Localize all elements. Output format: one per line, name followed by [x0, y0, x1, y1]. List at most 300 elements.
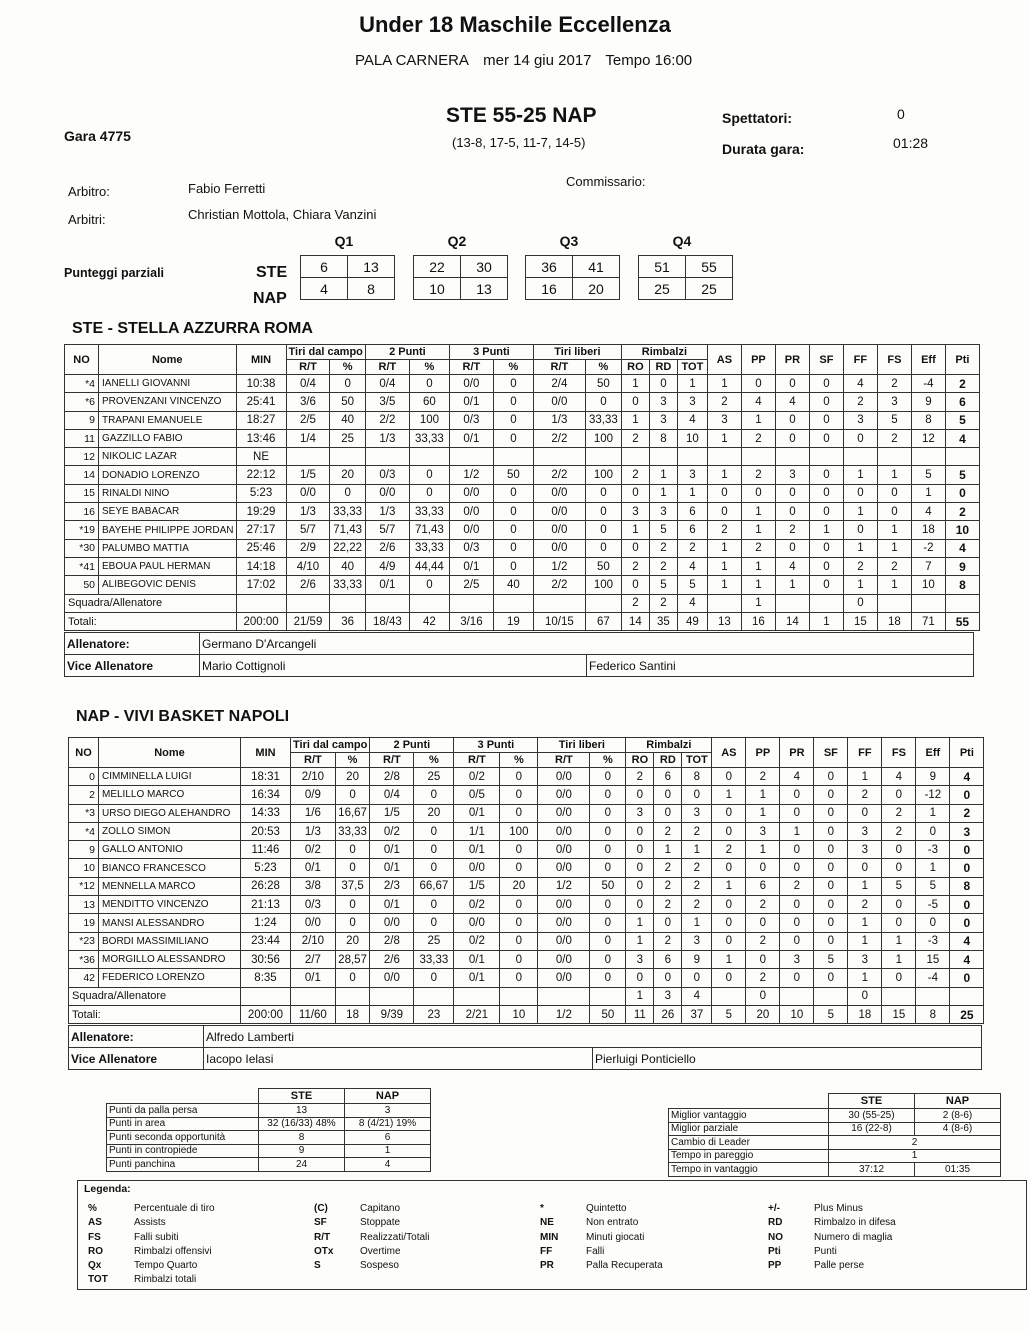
stat-cell: 1: [916, 859, 950, 877]
coach-label: Allenatore:: [65, 633, 200, 655]
stat-cell: 0: [950, 859, 984, 877]
stat-cell: 4: [775, 393, 809, 411]
stat-cell: 0: [654, 914, 682, 932]
player-row[interactable]: [65, 484, 980, 502]
stat-cell: 4: [677, 557, 707, 575]
vice-coach-name-2: Federico Santini: [587, 655, 974, 677]
stat-cell: 6: [654, 950, 682, 968]
stat-cell: 0: [335, 841, 370, 859]
stat-cell: 3: [780, 950, 814, 968]
quarter-score-cell: 22: [414, 256, 461, 278]
stat-cell: 0: [493, 484, 533, 502]
empty-cell: [335, 987, 370, 1005]
stat-cell: 50: [65, 576, 99, 594]
stat-cell: 0: [590, 896, 626, 914]
stat-cell: 4: [780, 768, 814, 786]
comparison-team-nap: NAP: [345, 1089, 431, 1104]
col-group-header: Rimbalzi: [621, 345, 707, 360]
stat-cell: 2/6: [370, 950, 414, 968]
stat-cell: 0/0: [538, 932, 590, 950]
player-row[interactable]: [69, 896, 984, 914]
legend-column: [768, 1203, 896, 1274]
stat-cell: 5: [916, 877, 950, 895]
stat-cell: 3: [626, 804, 654, 822]
player-row[interactable]: [65, 429, 980, 447]
player-row[interactable]: [69, 786, 984, 804]
stat-cell: 2: [654, 877, 682, 895]
stat-cell: 2/9: [286, 539, 330, 557]
stat-cell: 0/2: [370, 822, 414, 840]
stat-cell: 0: [654, 804, 682, 822]
player-row[interactable]: [69, 768, 984, 786]
stat-cell: 1: [877, 466, 911, 484]
stat-cell: 8:35: [241, 969, 291, 987]
stat-cell: 11: [65, 429, 99, 447]
stat-cell: 0/3: [291, 896, 336, 914]
stats-table-ste: [64, 344, 980, 677]
vice-coach-name-2: Pierluigi Ponticiello: [593, 1048, 982, 1070]
stat-cell: 2/8: [370, 932, 414, 950]
stat-cell: 1: [775, 576, 809, 594]
totals-cell: 10: [780, 1005, 814, 1023]
stat-cell: 37,5: [335, 877, 370, 895]
vice-coach-row: [69, 1048, 982, 1070]
stat-cell: 10: [677, 429, 707, 447]
legend-key: FF: [540, 1245, 553, 1257]
stat-cell: 0/0: [365, 484, 409, 502]
stat-cell: 3: [649, 411, 677, 429]
player-row[interactable]: [65, 557, 980, 575]
player-name: BAYEHE PHILIPPE JORDAN: [99, 521, 237, 539]
stat-cell: 0: [843, 521, 877, 539]
stat-cell: 2: [69, 786, 99, 804]
player-row[interactable]: [69, 804, 984, 822]
stat-cell: 0: [621, 576, 649, 594]
legend-entry: [88, 1260, 215, 1274]
stat-cell: 1: [848, 914, 882, 932]
stat-cell: 71,43: [409, 521, 449, 539]
stat-cell: 3/5: [365, 393, 409, 411]
stat-cell: 7: [911, 557, 945, 575]
stat-cell: 33,33: [330, 503, 366, 521]
stat-cell: 1: [877, 576, 911, 594]
empty-cell: [291, 987, 336, 1005]
legend-entry: [768, 1217, 896, 1231]
player-row[interactable]: [69, 877, 984, 895]
stat-cell: 33,33: [414, 950, 454, 968]
stat-cell: 0: [775, 539, 809, 557]
stat-cell: 0/0: [538, 859, 590, 877]
player-name: MENDITTO VINCENZO: [99, 896, 241, 914]
stat-cell: 20: [330, 466, 366, 484]
stat-cell: 71,43: [330, 521, 366, 539]
player-name: PALUMBO MATTIA: [99, 539, 237, 557]
player-name: GALLO ANTONIO: [99, 841, 241, 859]
stat-cell: 2: [950, 804, 984, 822]
col-header-pct: %: [414, 753, 454, 768]
stat-cell: 4: [882, 768, 916, 786]
stat-cell: 0: [500, 896, 538, 914]
stat-cell: 12: [911, 429, 945, 447]
stat-cell: 2: [741, 429, 775, 447]
stats-table: [64, 344, 980, 631]
player-name: NIKOLIC LAZAR: [99, 448, 237, 466]
legend-desc: Capitano: [360, 1203, 401, 1214]
player-row[interactable]: [69, 950, 984, 968]
squad-pp: 1: [741, 594, 775, 612]
player-row[interactable]: [69, 914, 984, 932]
stat-cell: 0/1: [449, 393, 493, 411]
quarter-row-nap: [526, 278, 620, 300]
stat-cell: -4: [911, 375, 945, 393]
stat-cell: 100: [500, 822, 538, 840]
player-row[interactable]: [65, 375, 980, 393]
col-header-pp: PP: [741, 345, 775, 375]
player-row[interactable]: [65, 393, 980, 411]
legend-entry: [540, 1260, 663, 1274]
stat-cell: 15: [65, 484, 99, 502]
stat-cell: *12: [69, 877, 99, 895]
stat-cell: 2: [945, 503, 979, 521]
stat-cell: 3: [707, 411, 741, 429]
quarter-row-ste: [639, 256, 733, 278]
stat-cell: 0/0: [533, 539, 585, 557]
stat-cell: 2/6: [286, 576, 330, 594]
empty-cell: [241, 987, 291, 1005]
player-name: CIMMINELLA LUIGI: [99, 768, 241, 786]
col-header-ro: RO: [621, 360, 649, 375]
stat-cell: 0: [414, 969, 454, 987]
player-row[interactable]: [69, 859, 984, 877]
stat-cell: 0: [409, 466, 449, 484]
player-name: MORGILLO ALESSANDRO: [99, 950, 241, 968]
totals-label: Totali:: [69, 1005, 241, 1023]
totals-cell: 25: [950, 1005, 984, 1023]
totals-cell: 11: [626, 1005, 654, 1023]
legend-desc: Falli: [586, 1245, 605, 1257]
totals-cell: 18/43: [365, 612, 409, 630]
comparison-value: 8 (4/21) 19%: [345, 1117, 431, 1131]
stat-cell: 2: [882, 822, 916, 840]
vice-coach-name-1: Mario Cottignoli: [200, 655, 587, 677]
stat-cell: 1/5: [370, 804, 414, 822]
squad-ro: 2: [621, 594, 649, 612]
stat-cell: 33,33: [409, 539, 449, 557]
stat-cell: 8: [649, 429, 677, 447]
stat-cell: 4: [843, 375, 877, 393]
totals-cell: 5: [712, 1005, 746, 1023]
stat-cell: 44,44: [409, 557, 449, 575]
player-row[interactable]: [65, 448, 980, 466]
stat-cell: 0/1: [449, 557, 493, 575]
stat-cell: 0/1: [449, 429, 493, 447]
stat-cell: 40: [330, 411, 366, 429]
comparison-team-ste: STE: [259, 1089, 345, 1104]
legend-key: Qx: [88, 1260, 102, 1272]
stat-cell: 23:44: [241, 932, 291, 950]
totals-cell: 2/21: [454, 1005, 500, 1023]
stat-cell: 0: [414, 822, 454, 840]
stat-cell: 33,33: [330, 576, 366, 594]
stat-cell: 2: [707, 521, 741, 539]
legend-desc: Rimbalzi totali: [134, 1274, 197, 1286]
player-row[interactable]: [65, 503, 980, 521]
stat-cell: 2: [877, 375, 911, 393]
stat-cell: 30:56: [241, 950, 291, 968]
totals-cell: 15: [882, 1005, 916, 1023]
stat-cell: 3: [682, 932, 712, 950]
legend-entry: [540, 1217, 663, 1231]
legend-entry: [88, 1274, 215, 1288]
stat-cell: 0: [746, 914, 780, 932]
vice-coach-label: Vice Allenatore: [69, 1048, 204, 1070]
player-name: DONADIO LORENZO: [99, 466, 237, 484]
stat-cell: [945, 448, 979, 466]
stat-cell: 1: [707, 557, 741, 575]
stat-cell: 0: [809, 466, 843, 484]
legend-entry: [768, 1232, 896, 1246]
stat-cell: 2/6: [365, 539, 409, 557]
empty-cell: [712, 987, 746, 1005]
totals-cell: 200:00: [236, 612, 286, 630]
legend-entry: [88, 1246, 215, 1260]
empty-cell: [911, 594, 945, 612]
stat-cell: 10: [945, 521, 979, 539]
team-title-nap: NAP - VIVI BASKET NAPOLI: [76, 708, 290, 725]
player-row[interactable]: [65, 466, 980, 484]
stat-cell: 0: [712, 822, 746, 840]
stat-cell: 0: [877, 503, 911, 521]
coach-name: Germano D'Arcangeli: [200, 633, 974, 655]
squad-ro: 1: [626, 987, 654, 1005]
stat-cell: 1: [843, 576, 877, 594]
stat-cell: 0: [809, 539, 843, 557]
stat-cell: 0: [493, 539, 533, 557]
stat-cell: 0/3: [449, 411, 493, 429]
stat-cell: 1: [707, 576, 741, 594]
stat-cell: 1: [707, 466, 741, 484]
stat-cell: 0/9: [291, 786, 336, 804]
stat-cell: 18:27: [236, 411, 286, 429]
stat-cell: 1: [712, 950, 746, 968]
coach-row: [69, 1026, 982, 1048]
legend-desc: Plus Minus: [814, 1203, 863, 1214]
stat-cell: 1: [707, 429, 741, 447]
player-row[interactable]: [69, 969, 984, 987]
stat-cell: [649, 448, 677, 466]
stat-cell: *36: [69, 950, 99, 968]
stat-cell: 6: [746, 877, 780, 895]
stat-cell: 0: [712, 896, 746, 914]
col-header-rt: R/T: [538, 753, 590, 768]
stat-cell: 16: [65, 503, 99, 521]
stat-cell: 0: [585, 393, 621, 411]
stat-cell: 0: [409, 576, 449, 594]
stat-cell: 1:24: [241, 914, 291, 932]
stat-cell: 0: [500, 950, 538, 968]
legend-entry: [314, 1232, 429, 1246]
stat-cell: *6: [65, 393, 99, 411]
stat-cell: 0/0: [533, 393, 585, 411]
stat-cell: 2/2: [533, 429, 585, 447]
stat-cell: 0: [493, 521, 533, 539]
stat-cell: 42: [69, 969, 99, 987]
stat-cell: 0/2: [454, 932, 500, 950]
col-header-name: Nome: [99, 738, 241, 768]
stat-cell: 2: [682, 822, 712, 840]
coach-table: [68, 1025, 982, 1070]
player-name: RINALDI NINO: [99, 484, 237, 502]
stat-cell: 3: [877, 393, 911, 411]
stat-cell: 0/3: [365, 466, 409, 484]
comparison-value: 3: [345, 1104, 431, 1118]
comparison-header: [669, 1094, 1001, 1109]
squad-pp: 0: [746, 987, 780, 1005]
stat-cell: 0: [746, 950, 780, 968]
stat-cell: 2: [654, 859, 682, 877]
totals-cell: 18: [848, 1005, 882, 1023]
stat-cell: [365, 448, 409, 466]
player-row[interactable]: [65, 411, 980, 429]
stat-cell: [775, 448, 809, 466]
comparison-row: [107, 1158, 431, 1172]
stat-cell: 4/10: [286, 557, 330, 575]
comparison-value: 1: [345, 1144, 431, 1158]
stat-cell: 0: [330, 484, 366, 502]
stat-cell: 0: [809, 557, 843, 575]
stat-cell: 0: [775, 411, 809, 429]
comparison-value: 01:35: [915, 1163, 1001, 1177]
player-row[interactable]: [69, 932, 984, 950]
stat-cell: 2: [654, 932, 682, 950]
stat-cell: 4: [945, 539, 979, 557]
stat-cell: 5: [877, 411, 911, 429]
stat-cell: 1/1: [454, 822, 500, 840]
empty-cell: [493, 594, 533, 612]
stat-cell: 0: [950, 914, 984, 932]
stat-cell: 18:31: [241, 768, 291, 786]
empty-cell: [533, 594, 585, 612]
stat-cell: 0: [809, 393, 843, 411]
stat-cell: 1: [877, 539, 911, 557]
stat-cell: 0/1: [370, 896, 414, 914]
stat-cell: 16:34: [241, 786, 291, 804]
player-row[interactable]: [65, 576, 980, 594]
squad-tot: 4: [682, 987, 712, 1005]
venue-line: [355, 52, 702, 69]
legend-desc: Realizzati/Totali: [360, 1231, 430, 1243]
stat-cell: 0: [882, 841, 916, 859]
player-name: EBOUA PAUL HERMAN: [99, 557, 237, 575]
player-name: IANELLI GIOVANNI: [99, 375, 237, 393]
comparison-value: 8: [259, 1131, 345, 1145]
stat-cell: 0: [712, 768, 746, 786]
stat-cell: 0/0: [291, 914, 336, 932]
comparison-row: [669, 1109, 1001, 1123]
empty-cell: [107, 1089, 259, 1104]
stat-cell: 0/0: [454, 859, 500, 877]
stat-cell: 0: [882, 859, 916, 877]
col-header-rt: R/T: [370, 753, 414, 768]
stat-cell: 4: [950, 768, 984, 786]
comparison-row: [107, 1104, 431, 1118]
stat-cell: 100: [409, 411, 449, 429]
legend-key: +/-: [768, 1203, 780, 1214]
stat-cell: 1/3: [286, 503, 330, 521]
stat-cell: 50: [585, 375, 621, 393]
comparison-value: 1: [829, 1149, 1001, 1163]
stat-cell: 0: [335, 896, 370, 914]
stat-cell: 33,33: [409, 429, 449, 447]
stat-cell: 3: [848, 950, 882, 968]
comparison-row: [669, 1149, 1001, 1163]
stat-cell: 0/0: [449, 375, 493, 393]
stat-cell: 0: [950, 786, 984, 804]
player-row[interactable]: [69, 841, 984, 859]
stat-cell: 14: [65, 466, 99, 484]
stat-cell: 0: [814, 932, 848, 950]
col-header-no: NO: [69, 738, 99, 768]
stat-cell: 1: [712, 786, 746, 804]
legend-key: (C): [314, 1203, 328, 1214]
stat-cell: 1: [741, 411, 775, 429]
stat-cell: 0: [814, 841, 848, 859]
squad-label: Squadra/Allenatore: [65, 594, 237, 612]
stat-cell: 1: [843, 466, 877, 484]
comparison-value: 16 (22-8): [829, 1122, 915, 1136]
player-name: TRAPANI EMANUELE: [99, 411, 237, 429]
legend-desc: Assists: [134, 1217, 166, 1229]
col-header-pr: PR: [780, 738, 814, 768]
stat-cell: 9: [911, 393, 945, 411]
stat-cell: 2: [621, 466, 649, 484]
comparison-row: [107, 1144, 431, 1158]
stat-cell: 1/3: [365, 429, 409, 447]
player-name: URSO DIEGO ALEHANDRO: [99, 804, 241, 822]
stat-cell: 2: [626, 768, 654, 786]
stat-cell: 0: [500, 932, 538, 950]
stat-cell: 3: [682, 804, 712, 822]
stat-cell: 1: [848, 768, 882, 786]
game-number: Gara 4775: [64, 128, 131, 144]
stat-cell: 5: [945, 466, 979, 484]
stat-cell: 2/2: [533, 576, 585, 594]
stat-cell: 0/0: [370, 914, 414, 932]
stat-cell: 0/2: [454, 896, 500, 914]
stat-cell: 0: [493, 503, 533, 521]
stat-cell: 28,57: [335, 950, 370, 968]
stat-cell: 0: [654, 969, 682, 987]
player-row[interactable]: [65, 539, 980, 557]
player-row[interactable]: [65, 521, 980, 539]
stat-cell: 0/0: [538, 969, 590, 987]
stat-cell: 0: [335, 786, 370, 804]
comparison-value: 30 (55-25): [829, 1109, 915, 1123]
stat-cell: 5: [649, 576, 677, 594]
col-header-tot: TOT: [682, 753, 712, 768]
player-row[interactable]: [69, 822, 984, 840]
legend: [77, 1180, 1027, 1290]
comparison-value: 24: [259, 1158, 345, 1172]
stat-cell: [449, 448, 493, 466]
stat-cell: 0: [780, 804, 814, 822]
stat-cell: 1: [843, 503, 877, 521]
stats-table-nap: [68, 737, 984, 1070]
stat-cell: 3: [621, 503, 649, 521]
stat-cell: 0: [626, 859, 654, 877]
stat-cell: 0: [585, 521, 621, 539]
comparison-header: [107, 1089, 431, 1104]
